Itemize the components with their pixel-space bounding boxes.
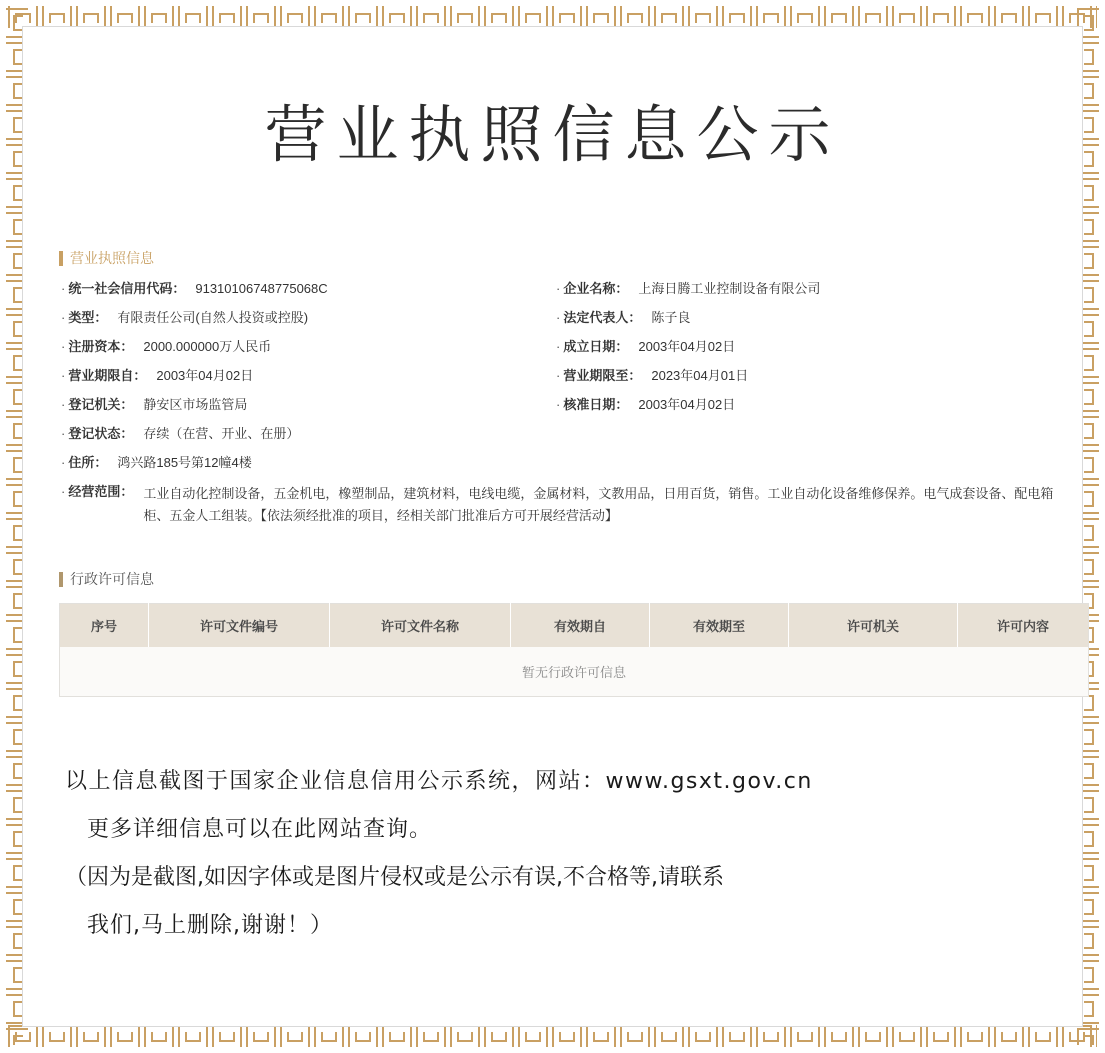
border-motif [518,1025,548,1047]
border-motif [858,1025,888,1047]
border-motif [280,1025,310,1047]
column-header-content: 许可内容 [958,604,1089,648]
border-motif [960,6,990,28]
border-motif [1062,1025,1092,1047]
column-header-authority: 许可机关 [789,604,958,648]
border-motif [212,1025,242,1047]
bullet-icon: · [61,455,66,470]
field-value: 有限责任公司(自然人投资或控股) [117,310,309,325]
bullet-icon: · [61,484,66,499]
border-motif [484,1025,514,1047]
field-business-scope [61,483,1054,527]
field-value: 2003年04月02日 [638,339,736,354]
border-motif [76,6,106,28]
border-motif [348,6,378,28]
border-motif [654,6,684,28]
table-empty-row [60,647,1089,697]
decorative-border-top [8,6,1097,28]
field-registration-status [61,425,1054,443]
info-row [61,280,1054,298]
permit-table [59,603,1089,697]
field-address [61,454,1054,472]
field-label: 登记机关： [68,397,134,412]
border-motif [1028,6,1058,28]
section-header-license [51,248,1054,268]
field-value: 工业自动化控制设备，五金机电，橡塑制品，建筑材料，电线电缆，金属材料，文教用品，日用百货，销售。工业自动化设备维修保养。电气成套设备、配电箱柜、五金人工组装。【依法须经批准的项目，经相关部门批准后方可开展经营活动】 [143,486,1054,523]
border-motif [484,6,514,28]
border-motif [892,6,922,28]
border-motif [824,1025,854,1047]
column-header-doc-number: 许可文件编号 [149,604,330,648]
border-motif [620,6,650,28]
border-motif [416,1025,446,1047]
field-label: 营业期限至： [563,368,642,383]
bullet-icon: · [556,281,561,296]
border-motif [178,6,208,28]
border-motif [790,1025,820,1047]
field-value: 陈子良 [651,310,691,325]
border-motif [416,6,446,28]
field-legal-representative [556,309,1054,327]
field-value: 91310106748775068C [195,281,328,296]
column-header-valid-to: 有效期至 [650,604,789,648]
field-value: 静安区市场监管局 [143,397,248,412]
field-value: 2023年04月01日 [651,368,749,383]
border-motif [824,6,854,28]
border-motif [110,1025,140,1047]
field-label: 住所： [68,455,108,470]
border-motif [552,1025,582,1047]
border-motif [756,6,786,28]
border-motif [382,1025,412,1047]
field-credit-code [61,280,556,298]
field-label: 营业期限自： [68,368,147,383]
field-label: 成立日期： [563,339,629,354]
info-row [61,309,1054,327]
table-header-row [60,604,1089,648]
border-motif [144,6,174,28]
field-label: 核准日期： [563,397,629,412]
license-info-grid [51,280,1054,527]
border-motif [926,6,956,28]
bullet-icon: · [61,426,66,441]
page-title: 营业执照信息公示 [264,98,841,171]
field-company-name [556,280,1054,298]
field-type [61,309,556,327]
field-label: 注册资本： [68,339,134,354]
field-business-term-from [61,367,556,385]
field-registered-capital [61,338,556,356]
bullet-icon: · [556,339,561,354]
bullet-icon: · [61,281,66,296]
border-motif [450,6,480,28]
document-body [22,26,1083,1027]
border-motif [382,6,412,28]
section-title-license: 营业执照信息 [70,250,154,266]
field-label: 经营范围： [68,484,134,499]
bullet-icon: · [556,310,561,325]
field-approval-date [556,396,1054,414]
field-value: 2003年04月02日 [638,397,736,412]
border-motif [76,1025,106,1047]
field-label: 类型： [68,310,108,325]
column-header-index: 序号 [60,604,149,648]
border-motif [994,6,1024,28]
border-motif [552,6,582,28]
section-marker-icon [59,251,63,266]
info-row [61,425,1054,443]
border-motif [8,6,38,28]
section-title-permit: 行政许可信息 [70,571,154,587]
bullet-icon: · [61,397,66,412]
border-motif [756,1025,786,1047]
border-motif [42,1025,72,1047]
field-business-term-to [556,367,1054,385]
border-motif [280,6,310,28]
footer-note-line-1: 以上信息截图于国家企业信息信用公示系统，网站：www.gsxt.gov.cn [65,769,813,794]
bullet-icon: · [61,310,66,325]
border-motif [994,1025,1024,1047]
border-motif [722,6,752,28]
bullet-icon: · [556,397,561,412]
border-motif [246,6,276,28]
footer-note-line-4: 我们,马上删除,谢谢！） [87,913,333,938]
info-row [61,454,1054,472]
border-motif [450,1025,480,1047]
decorative-border-bottom [8,1025,1097,1047]
bullet-icon: · [556,368,561,383]
field-label: 法定代表人： [563,310,642,325]
table-empty-text: 暂无行政许可信息 [60,647,1089,697]
border-motif [620,1025,650,1047]
border-motif [858,6,888,28]
border-motif [246,1025,276,1047]
border-motif [688,1025,718,1047]
border-motif [1096,1025,1097,1047]
border-motif [926,1025,956,1047]
border-motif [1096,6,1097,28]
border-motif [110,6,140,28]
field-label: 企业名称： [563,281,629,296]
bullet-icon: · [61,339,66,354]
info-row [61,338,1054,356]
section-marker-icon [59,572,63,587]
footer-note-line-3: （因为是截图,如因字体或是图片侵权或是公示有误,不合格等,请联系 [65,865,724,890]
border-motif [722,1025,752,1047]
info-row [61,367,1054,385]
column-header-valid-from: 有效期自 [511,604,650,648]
border-motif [42,6,72,28]
border-motif [688,6,718,28]
field-value: 2003年04月02日 [156,368,254,383]
field-label: 登记状态： [68,426,134,441]
field-establish-date [556,338,1054,356]
border-motif [8,1025,38,1047]
border-motif [314,1025,344,1047]
field-value: 存续（在营、开业、在册） [143,426,300,441]
border-motif [1077,1028,1099,1045]
border-motif [178,1025,208,1047]
field-value: 上海日腾工业控制设备有限公司 [638,281,821,296]
border-motif [790,6,820,28]
border-motif [654,1025,684,1047]
border-motif [6,1028,28,1045]
field-value: 2000.000000万人民币 [143,339,272,354]
border-motif [212,6,242,28]
border-motif [1062,6,1092,28]
section-header-permit [51,569,1054,589]
field-value: 鸿兴路185号第12幢4楼 [117,455,252,470]
field-label: 统一社会信用代码： [68,281,186,296]
border-motif [518,6,548,28]
border-motif [1028,1025,1058,1047]
border-motif [892,1025,922,1047]
border-motif [960,1025,990,1047]
border-motif [348,1025,378,1047]
footer-note [51,765,1054,943]
info-row-business-scope [61,483,1054,527]
footer-note-line-2: 更多详细信息可以在此网站查询。 [87,817,433,842]
border-motif [314,6,344,28]
border-motif [144,1025,174,1047]
border-motif [586,1025,616,1047]
bullet-icon: · [61,368,66,383]
column-header-doc-name: 许可文件名称 [330,604,511,648]
border-motif [586,6,616,28]
info-row [61,396,1054,414]
field-registration-authority [61,396,556,414]
